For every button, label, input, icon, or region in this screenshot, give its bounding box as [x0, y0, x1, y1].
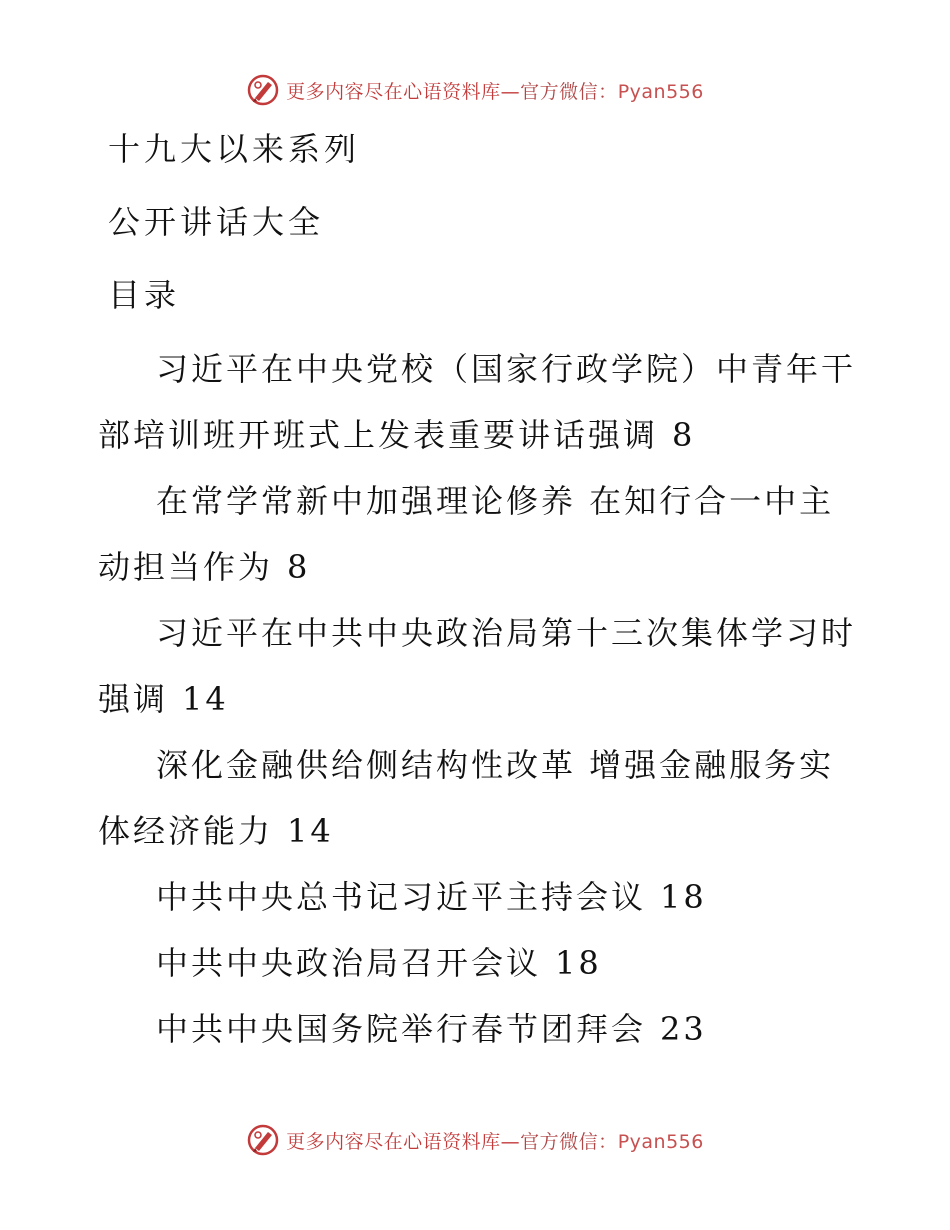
watermark-dash: — — [500, 80, 521, 103]
watermark-wechat-label: 官方微信： — [520, 80, 618, 103]
pen-logo-icon — [246, 73, 280, 107]
watermark-wechat-label: 官方微信： — [520, 1130, 618, 1153]
toc-entry[interactable] — [98, 600, 858, 732]
watermark-dash: — — [500, 1130, 521, 1153]
toc-entry-page: 8 — [287, 548, 311, 586]
toc-entry[interactable] — [98, 996, 858, 1062]
toc-entry-page: 18 — [660, 878, 707, 916]
toc-entry-title: 习近平在中央党校（国家行政学院）中青年干部培训班开班式上发表重要讲话强调 — [98, 350, 857, 454]
toc-entry-page: 14 — [287, 812, 334, 850]
toc-list — [98, 336, 858, 1062]
toc-entry[interactable] — [98, 468, 858, 600]
toc-entry[interactable] — [98, 930, 858, 996]
toc-entry-title: 习近平在中共中央政治局第十三次集体学习时强调 — [98, 614, 857, 718]
toc-entry-title: 中共中央国务院举行春节团拜会 — [156, 1010, 647, 1048]
toc-entry-page: 8 — [672, 416, 696, 454]
series-heading: 十九大以来系列 — [108, 130, 361, 168]
watermark-wechat-id: Pyan556 — [617, 1130, 704, 1153]
toc-entry-title: 中共中央总书记习近平主持会议 — [156, 878, 647, 916]
pen-logo-icon — [246, 1123, 280, 1157]
footer-watermark — [0, 1120, 950, 1160]
watermark-main: 更多内容尽在心语资料库 — [286, 1130, 501, 1153]
watermark-text — [286, 1127, 704, 1154]
header-watermark — [0, 70, 950, 110]
toc-entry-page: 18 — [555, 944, 602, 982]
toc-entry[interactable] — [98, 336, 858, 468]
toc-entry-page: 23 — [660, 1010, 707, 1048]
watermark-main: 更多内容尽在心语资料库 — [286, 80, 501, 103]
toc-entry-title: 中共中央政治局召开会议 — [156, 944, 542, 982]
watermark-wechat-id: Pyan556 — [617, 80, 704, 103]
toc-entry[interactable] — [98, 732, 858, 864]
toc-entry-title: 深化金融供给侧结构性改革 增强金融服务实体经济能力 — [98, 746, 835, 850]
toc-entry-title: 在常学常新中加强理论修养 在知行合一中主动担当作为 — [98, 482, 835, 586]
collection-heading: 公开讲话大全 — [108, 203, 325, 241]
watermark-text — [286, 77, 704, 104]
toc-entry[interactable] — [98, 864, 858, 930]
toc-title: 目录 — [108, 276, 181, 314]
toc-entry-page: 14 — [182, 680, 229, 718]
